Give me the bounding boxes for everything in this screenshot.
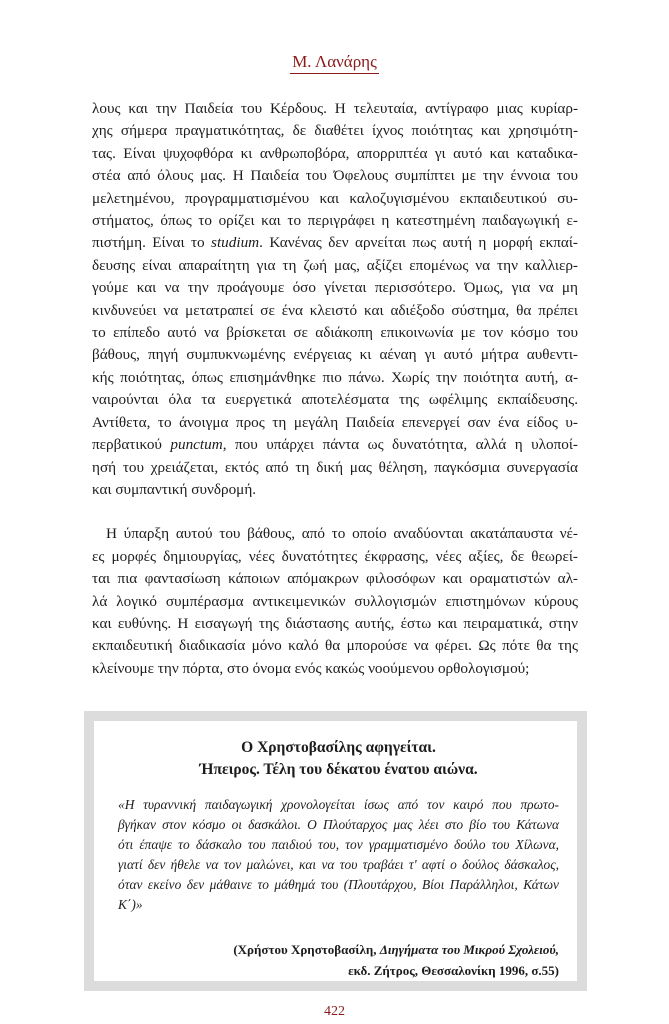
paragraph	[92, 98, 578, 501]
text-line: κινδυνεύει να μετατραπεί σε ένα κλειστό και αδιέξοδο σύστημα, θα πρέπει	[92, 301, 578, 319]
text-segment: περβατικού	[92, 436, 171, 454]
text-line	[92, 434, 578, 456]
text-line: ναιρούνται όλα τα ευεργετικά αποτελέσματα της ωφέλιμης εκπαίδευσης.	[92, 391, 578, 409]
text-line: Αντίθετα, το άνοιγμα προς τη μεγάλη Παιδεία επενεργεί σαν ένα είδος υ-	[92, 413, 578, 431]
text-line: κλείνουμε την πόρτα, στο όνομα ενός κακώς νοούμενου ορθολογισμού;	[92, 659, 530, 677]
quote-box-title-line: Ήπειρος. Τέλη του δέκατου ένατου αιώνα.	[199, 761, 478, 778]
text-segment: , που υπάρχει πάντα ως δυνατότητα, αλλά η υλοποί-	[222, 436, 578, 454]
text-line: ες μορφές δημιουργίας, νέες δυνατότητες έκφρασης, νέες αξίες, δε θεωρεί-	[92, 547, 578, 565]
text-line: χης σήμερα πραγματικότητας, δε διαθέτει ίχνος ποιότητας και χρησιμότη-	[92, 122, 578, 140]
paragraph	[92, 523, 578, 680]
quote-box-title-line: Ο Χρηστοβασίλης αφηγείται.	[241, 739, 436, 756]
text-line: τας. Είναι ψυχοφθόρα κι ανθρωποβόρα, απορριπτέα γι αυτό και καταδικα-	[92, 144, 578, 162]
quote-box	[84, 711, 587, 991]
text-line: και ευθύνης. Η εισαγωγή της διάστασης αυτής, έστω και πειραματικά, στην	[92, 614, 578, 632]
quote-citation	[118, 939, 559, 981]
running-header	[0, 52, 669, 74]
text-line: γούμε και να την προάγουμε όσο γίνεται περισσότερο. Όμως, για να μη	[92, 279, 578, 297]
text-line: στέα από όλους μας. Η Παιδεία του Όφελους συμπίπτει με την έννοια του	[92, 167, 578, 185]
citation-line	[118, 939, 559, 960]
text-line: ησή του χρειάζεται, εκτός από τη δική μας θέληση, παγκόσμια συνεργασία	[92, 458, 578, 476]
quote-line: «Η τυραννική παιδαγωγική χρονολογείται ίσως από τον καιρό που πρωτο-	[118, 797, 559, 812]
text-line	[92, 232, 578, 254]
italic-term: studium	[211, 234, 260, 252]
citation-line: εκδ. Ζήτρος, Θεσσαλονίκη 1996, σ.55)	[348, 963, 559, 978]
text-line: λά λογικό συμπέρασμα αντικειμενικών συλλογισμών επιστημόνων κύρους	[92, 592, 578, 610]
quote-line: γιατί δεν ήθελε να τον μαλώνει, και να του τραβάει τ' αφτί ο δούλος δάσκαλος,	[118, 857, 559, 872]
text-line: το επίπεδο αυτό να βρίσκεται σε αδιάκοπη επικοινωνία με τον κόσμο του	[92, 324, 578, 342]
text-line: λους και την Παιδεία του Κέρδους. Η τελευταία, αντίγραφο μιας κυρίαρ-	[92, 100, 578, 117]
text-line: δευσης είναι απαραίτητη για τη ζωή μας, αξίζει επομένως να την καλλιερ-	[92, 256, 578, 274]
text-line: μελετημένου, προγραμματισμένου και καλοζυγισμένου εκπαιδευτικού συ-	[92, 189, 578, 207]
citation-book-title: Διηγήματα του Μικρού Σχολειού,	[379, 942, 559, 957]
text-line: ται πια φαντασίωση κάποιων απόμακρων φιλοσόφων και οραματιστών αλ-	[92, 570, 578, 588]
quote-box-title	[118, 737, 559, 781]
citation-author: (Χρήστου Χρηστοβασίλη,	[233, 942, 380, 957]
body-text	[92, 98, 578, 680]
text-line: εκπαιδευτική διαδικασία μόνο καλό θα μπορούσε να φέρει. Ως πότε θα της	[92, 637, 578, 655]
text-line: Η ύπαρξη αυτού του βάθους, από το οποίο αναδύονται ακατάπαυστα νέ-	[106, 525, 578, 543]
text-segment: . Κανένας δεν αρνείται πως αυτή η μορφή εκπαί-	[259, 234, 578, 252]
italic-term: punctum	[170, 436, 223, 454]
quote-box-inner	[94, 721, 577, 981]
page-number: 422	[324, 1004, 345, 1019]
text-line: και συμπαντική συνδρομή.	[92, 480, 257, 498]
quote-line: όταν εκείνο δεν μάθαινε το μάθημά του (Πλουτάρχου, Βίοι Παράλληλοι, Κάτων	[118, 877, 559, 892]
quote-text	[118, 795, 559, 915]
text-line: βάθους, πηγή συμπυκνωμένης ενέργειας κι αέναη γι αυτό μήτρα αυθεντι-	[92, 346, 578, 364]
text-segment: πιστήμη. Είναι το	[92, 234, 212, 252]
text-line: κής ποιότητας, όπως επισημάνθηκε πιο πάνω. Χωρίς την ποιότητα αυτή, α-	[92, 368, 578, 386]
running-title: Μ. Λανάρης	[290, 52, 379, 74]
quote-line: βγήκαν στον κόσμο οι δασκάλοι. Ο Πλούταρχος μας λέει στο βίο του Κάτωνα	[118, 817, 559, 832]
quote-line: ότι έπαψε το δάσκαλο του παιδιού του, τον γραμματισμένο δούλο του Χίλωνα,	[118, 837, 559, 852]
text-line: στήματος, όπως το ορίζει και το περιγράφει η κατεστημένη παιδαγωγική ε-	[92, 212, 578, 230]
quote-line: Κ΄)»	[118, 897, 143, 912]
